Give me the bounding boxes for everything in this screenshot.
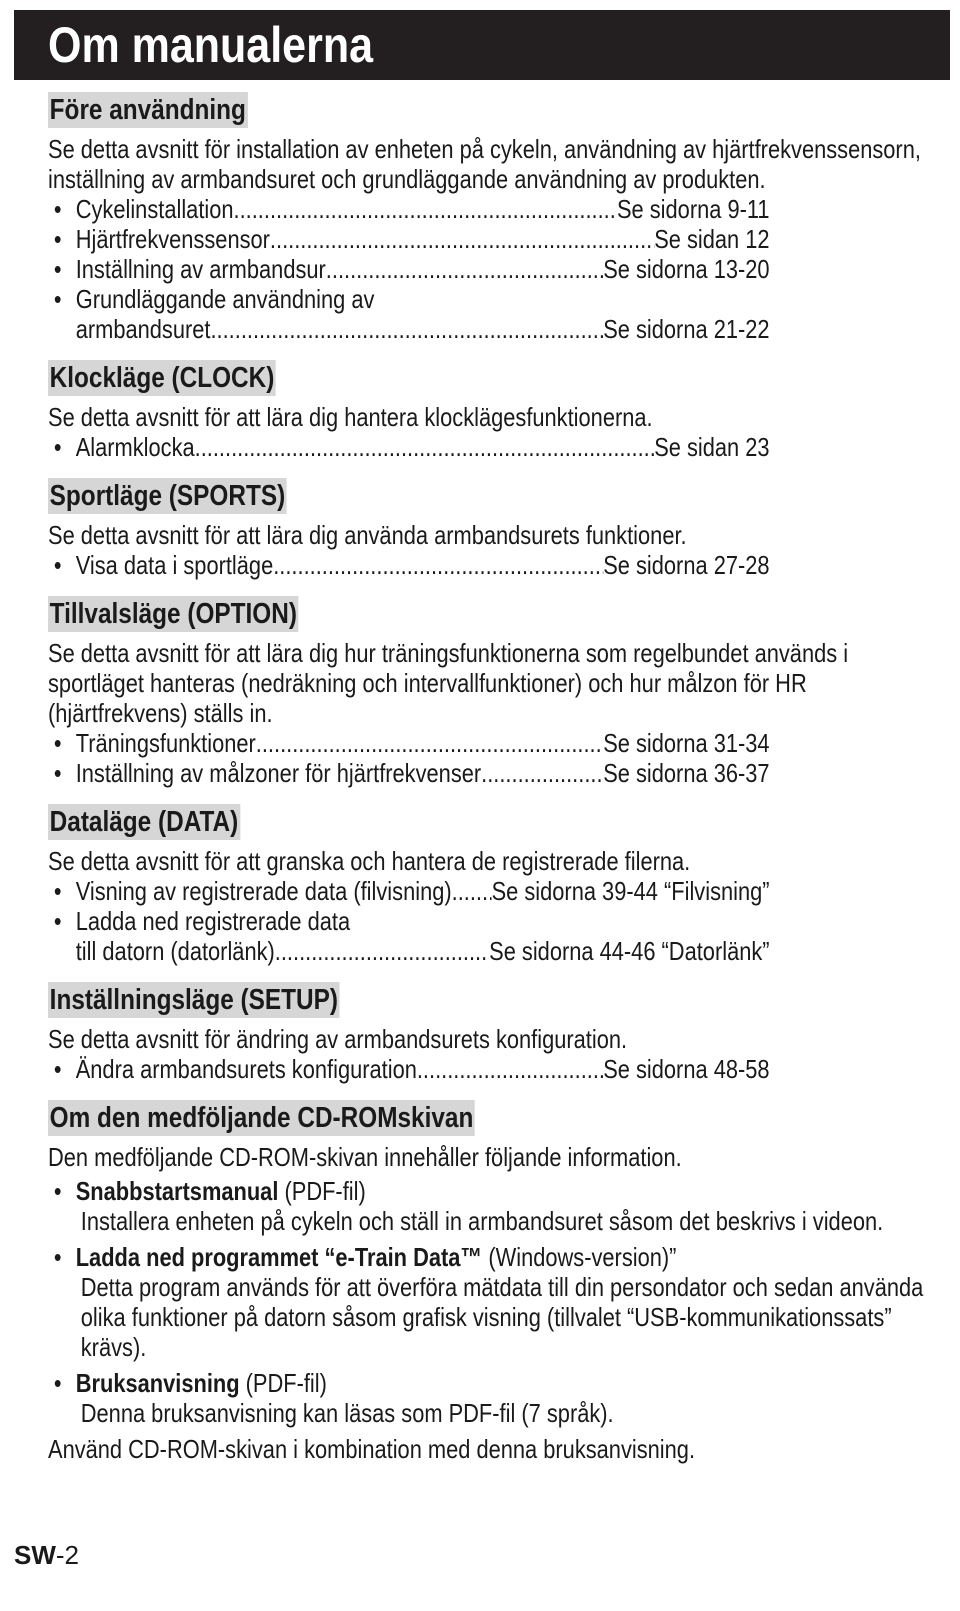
section-intro: Se detta avsnitt för ändring av armbandsurets konfiguration. [48,1024,628,1054]
section-intro: Se detta avsnitt för att granska och hantera de registrerade filerna. [48,846,691,876]
section-intro: Se detta avsnitt för att lära dig hantera klocklägesfunktionerna. [48,402,653,432]
toc-item: • Inställning av målzoner för hjärtfrekvenser ..... Se sidorna 36-37 [48,758,942,788]
toc-list [48,1054,942,1084]
section-clock [48,360,942,462]
toc-list [48,432,942,462]
toc-item: • Visa data i sportläge ..... Se sidorna 27-28 [48,550,942,580]
toc-list [48,550,942,580]
section-intro: Den medföljande CD-ROM-skivan innehåller följande information. [48,1142,682,1172]
section-heading: Om den medföljande CD-ROMskivan [49,1102,474,1134]
section-intro: Se detta avsnitt för att lära dig använda armbandsurets funktioner. [48,520,687,550]
toc-item: • Hjärtfrekvenssensor ..... Se sidan 12 [48,224,942,254]
cdrom-item: • Snabbstartsmanual (PDF-fil) Installera enheten på cykeln och ställ in armbandsuret såsom det beskrivs i videon. [48,1176,942,1236]
toc-item: • Ladda ned registrerade data till datorn (datorlänk) ..... Se sidorna 44-46 “Datorlänk” [48,906,942,966]
cdrom-item: • Bruksanvisning (PDF-fil) Denna bruksanvisning kan läsas som PDF-fil (7 språk). [48,1368,942,1428]
section-intro: Se detta avsnitt för att lära dig hur träningsfunktionerna som regelbundet används i sportläget hanteras (nedräkning och intervallfunktioner) och hur målzon för HR (hjärtfrekvens) ställs in. [48,638,849,728]
content [48,84,948,1480]
toc-item: • Grundläggande användning av armbandsuret ..... Se sidorna 21-22 [48,284,942,344]
toc-list [48,728,942,788]
toc-item: • Alarmklocka ..... Se sidan 23 [48,432,942,462]
section-heading: Före användning [49,94,246,126]
section-heading: Sportläge (SPORTS) [49,480,286,512]
cdrom-item: • Ladda ned programmet “e-Train Data™ (Windows-version)” Detta program används för att överföra mätdata till din persondator och sedan använda olika funktioner på datorn såsom grafisk visning (tillvalet “USB-kommunikationssats” krävs). [48,1242,942,1362]
toc-item: • Inställning av armbandsur ..... Se sidorna 13-20 [48,254,942,284]
toc-item: • Cykelinstallation ..... Se sidorna 9-11 [48,194,942,224]
section-heading: Inställningsläge (SETUP) [49,984,338,1016]
section-data [48,804,942,966]
toc-list [48,876,942,966]
section-cdrom [48,1100,942,1464]
toc-list [48,194,942,344]
toc-item: • Visning av registrerade data (filvisning) ..... Se sidorna 39-44 “Filvisning” [48,876,942,906]
closing-text: Använd CD-ROM-skivan i kombination med denna bruksanvisning. [48,1434,696,1464]
page-number: SW-2 [14,1540,80,1570]
section-heading: Dataläge (DATA) [49,806,239,838]
section-sports [48,478,942,580]
section-setup [48,982,942,1084]
section-heading: Klockläge (CLOCK) [49,362,275,394]
section-heading: Tillvalsläge (OPTION) [49,598,297,630]
section-intro: Se detta avsnitt för installation av enheten på cykeln, användning av hjärtfrekvenssensorn, inställning av armbandsuret och grundläggande användning av produkten. [48,134,921,194]
title-bar [14,10,950,80]
toc-item: • Ändra armbandsurets konfiguration ..... Se sidorna 48-58 [48,1054,942,1084]
toc-item: • Träningsfunktioner ..... Se sidorna 31-34 [48,728,942,758]
cdrom-list [48,1176,942,1428]
page-title: Om manualerna [48,17,373,73]
section-option [48,596,942,788]
section-fore [48,92,942,344]
